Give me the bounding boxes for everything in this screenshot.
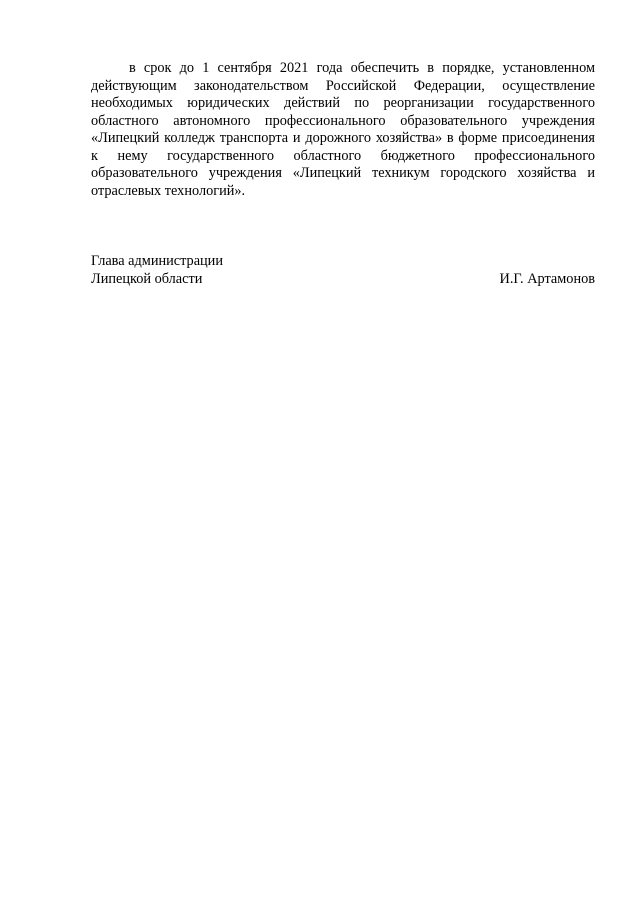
signature-row-2 — [91, 271, 595, 289]
decree-paragraph: в срок до 1 сентября 2021 года обеспечить в порядке, установленном действующим законодательством Российской Федерации, осуществление необходимых юридических действий по реорганизации государственного областного автономного профессионального образовательного учреждения «Липецкий колледж транспорта и дорожного хозяйства» в форме присоединения к нему государственного областного бюджетного профессионального образовательного учреждения «Липецкий техникум городского хозяйства и отраслевых технологий». — [91, 60, 595, 199]
signatory-name: И.Г. Артамонов — [499, 270, 595, 287]
signatory-position-line1: Глава администрации — [91, 253, 223, 269]
signature-block — [91, 253, 595, 288]
signature-row-1 — [91, 253, 595, 271]
signatory-position-line2: Липецкой области — [91, 270, 203, 287]
